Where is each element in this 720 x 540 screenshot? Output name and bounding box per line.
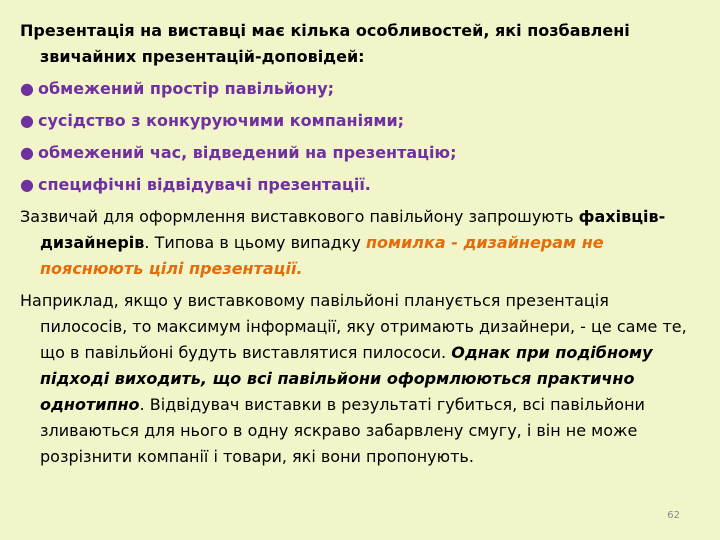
- page-number: 62: [667, 510, 680, 521]
- bullet-item: [20, 172, 700, 198]
- bullet-item: [20, 108, 700, 134]
- designers-term: фахівців-дизайнерів: [40, 207, 666, 252]
- example-text-1: Наприклад, якщо у виставковому павільйоні планується презентація пилососів, то максимум інформації, яку отримають дизайнери, - це саме те, що в павільйоні будуть виставлятися пилососи.: [20, 291, 687, 362]
- bullet-item: [20, 140, 700, 166]
- bullet-dot-icon: ●: [20, 79, 34, 98]
- intro-paragraph: Презентація на виставці має кілька особливостей, які позбавлені звичайних презентацій-доповідей:: [20, 21, 630, 66]
- bullet-dot-icon: ●: [20, 143, 34, 162]
- slide-body: [20, 18, 700, 470]
- designers-text-1: Зазвичай для оформлення виставкового павільйону запрошують: [20, 207, 579, 226]
- bullet-text: обмежений час, відведений на презентацію;: [37, 143, 457, 162]
- bullet-text: обмежений простір павільйону;: [37, 79, 335, 98]
- example-emphasis: Однак при подібному підході виходить, що всі павільйони оформлюються практично однотипно: [40, 343, 653, 414]
- example-paragraph: [20, 288, 700, 470]
- designers-paragraph: [20, 204, 700, 282]
- bullet-text: сусідство з конкуруючими компаніями;: [37, 111, 405, 130]
- bullet-item: [20, 76, 700, 102]
- bullet-dot-icon: ●: [20, 111, 34, 130]
- designers-text-2: . Типова в цьому випадку: [144, 233, 366, 252]
- bullet-dot-icon: ●: [20, 175, 34, 194]
- example-text-2: . Відвідувач виставки в результаті губиться, всі павільйони зливаються для нього в одну яскраво забарвлену смугу, і він не може розрізнити компанії і товари, які вони пропонують.: [40, 395, 645, 466]
- bullet-text: специфічні відвідувачі презентації.: [37, 175, 371, 194]
- mistake-highlight: помилка - дизайнерам не пояснюють цілі презентації.: [40, 233, 604, 278]
